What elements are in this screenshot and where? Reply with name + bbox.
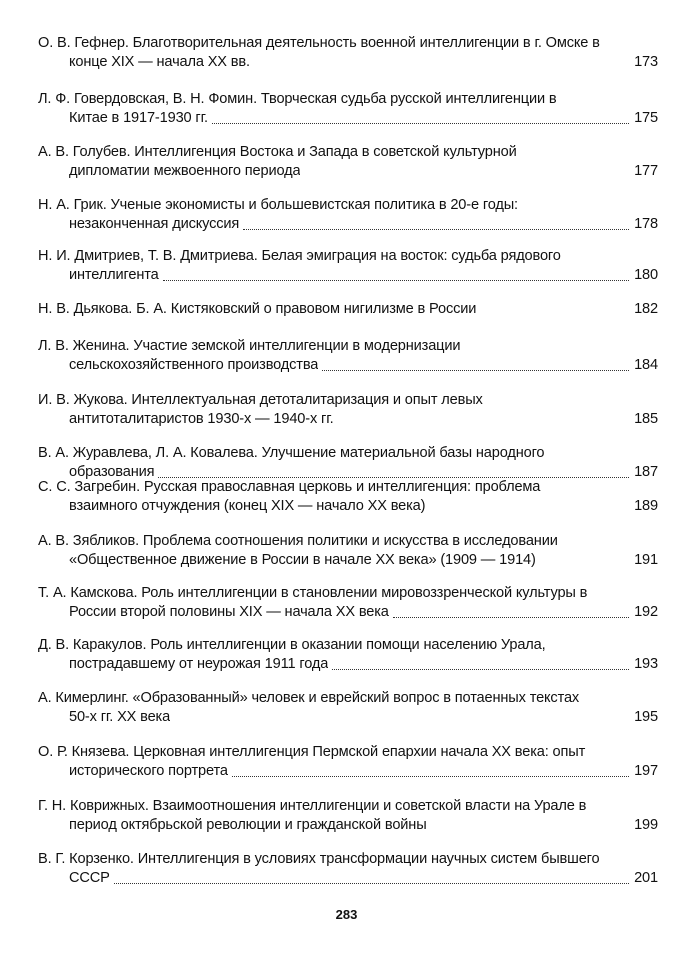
toc-entry-line2 <box>69 762 658 781</box>
toc-entry-page: 180 <box>631 266 658 285</box>
toc-entry-page: 185 <box>631 410 658 429</box>
toc-entry-title: Т. А. Камскова. Роль интеллигенции в становлении мировоззренческой культуры в <box>38 585 588 601</box>
toc-entry-continuation: сельскохозяйственного производства <box>69 357 319 373</box>
dot-leader <box>332 669 629 670</box>
page-number: 283 <box>335 907 358 922</box>
toc-entry-page: 189 <box>631 497 658 516</box>
toc-entry-page: 192 <box>631 603 658 622</box>
toc-entry-page: 195 <box>631 708 658 727</box>
toc-entry-title: Л. Ф. Говердовская, В. Н. Фомин. Творческая судьба русской интеллигенции в <box>38 91 557 107</box>
toc-entry-page: 199 <box>631 816 658 835</box>
toc-entry-title: О. Р. Князева. Церковная интеллигенция Пермской епархии начала XX века: опыт <box>38 744 586 760</box>
toc-entry-page: 193 <box>631 655 658 674</box>
toc-entry-title: Г. Н. Коврижных. Взаимоотношения интеллигенции и советской власти на Урале в <box>38 798 587 814</box>
toc-entry-line2 <box>69 162 658 181</box>
dot-leader <box>212 123 629 124</box>
toc-entry <box>38 143 658 181</box>
toc-entry-line2 <box>69 551 658 570</box>
toc-entry-continuation: образования <box>69 464 155 480</box>
dot-leader <box>243 229 629 230</box>
toc-entry-line2 <box>69 266 658 285</box>
toc-entry <box>38 247 658 285</box>
toc-entry-continuation: 50-х гг. XX века <box>69 709 171 725</box>
toc-entry-page: 191 <box>631 551 658 570</box>
toc-entry-continuation: период октябрьской революции и гражданской войны <box>69 817 427 833</box>
toc-entry-title: Н. А. Грик. Ученые экономисты и большевистская политика в 20-е годы: <box>38 197 518 213</box>
toc-entry-line2 <box>69 53 658 72</box>
dot-leader <box>163 280 629 281</box>
toc-entry <box>38 300 658 319</box>
toc-entry <box>38 391 658 429</box>
toc-entry-page: 201 <box>631 869 658 888</box>
toc-entry <box>38 196 658 234</box>
toc-entry-continuation: Китае в 1917-1930 гг. <box>69 110 208 126</box>
toc-entry-title: В. А. Журавлева, Л. А. Ковалева. Улучшение материальной базы народного <box>38 445 545 461</box>
toc-entry-title: А. Кимерлинг. «Образованный» человек и еврейский вопрос в потаенных текстах <box>38 690 580 706</box>
toc-entry-page: 182 <box>631 300 658 319</box>
toc-entry <box>38 743 658 781</box>
toc-entry-title: Л. В. Женина. Участие земской интеллигенции в модернизации <box>38 338 461 354</box>
toc-entry-line2 <box>69 869 658 888</box>
toc-entry-continuation: незаконченная дискуссия <box>69 216 240 232</box>
dot-leader <box>232 776 629 777</box>
dot-leader <box>393 617 629 618</box>
toc-entry-title: А. В. Голубев. Интеллигенция Востока и Запада в советской культурной <box>38 144 517 160</box>
dot-leader <box>322 370 629 371</box>
toc-entry-title: А. В. Зябликов. Проблема соотношения политики и искусства в исследовании <box>38 533 558 549</box>
toc-entry <box>38 444 658 482</box>
toc-entry <box>38 584 658 622</box>
toc-entry <box>38 478 658 516</box>
toc-entry-line2 <box>69 215 658 234</box>
toc-entry-page: 173 <box>631 53 658 72</box>
toc-entry-line2 <box>69 655 658 674</box>
toc-entry-continuation: дипломатии межвоенного периода <box>69 163 301 179</box>
toc-entry-title: Н. В. Дьякова. Б. А. Кистяковский о правовом нигилизме в России <box>38 301 477 317</box>
toc-entry-page: 178 <box>631 215 658 234</box>
toc-entry-title: О. В. Гефнер. Благотворительная деятельность военной интеллигенции в г. Омске в <box>38 35 600 51</box>
toc-entry <box>38 797 658 835</box>
toc-entry-title: В. Г. Корзенко. Интеллигенция в условиях трансформации научных систем бывшего <box>38 851 600 867</box>
toc-entry-continuation: России второй половины XIX — начала XX века <box>69 604 389 620</box>
toc-entry <box>38 532 658 570</box>
toc-entry-title: Н. И. Дмитриев, Т. В. Дмитриева. Белая эмиграция на восток: судьба рядового <box>38 248 561 264</box>
toc-entry-continuation: антитоталитаристов 1930-х — 1940-х гг. <box>69 411 334 427</box>
toc-entry-line2 <box>69 497 658 516</box>
toc-entry-line2 <box>69 603 658 622</box>
toc-entry <box>38 636 658 674</box>
toc-entry-continuation: «Общественное движение в России в начале XX века» (1909 — 1914) <box>69 552 536 568</box>
toc-entry-continuation: взаимного отчуждения (конец XIX — начало XX века) <box>69 498 426 514</box>
toc-entry <box>38 90 658 128</box>
dot-leader <box>114 883 629 884</box>
toc-entry-line2 <box>69 356 658 375</box>
toc-entry-title: Д. В. Каракулов. Роль интеллигенции в оказании помощи населению Урала, <box>38 637 546 653</box>
toc-entry-line2 <box>69 816 658 835</box>
toc-entry-page: 197 <box>631 762 658 781</box>
toc-entry-continuation: СССР <box>69 870 110 886</box>
toc-entry-page: 175 <box>631 109 658 128</box>
toc-entry-continuation: интеллигента <box>69 267 159 283</box>
toc-entry-line2 <box>69 410 658 429</box>
toc-entry-continuation: пострадавшему от неурожая 1911 года <box>69 656 329 672</box>
toc-entry-title: И. В. Жукова. Интеллектуальная детоталитаризация и опыт левых <box>38 392 483 408</box>
toc-entry-page: 187 <box>631 463 658 482</box>
toc-entry-page: 184 <box>631 356 658 375</box>
toc-entry-title: С. С. Загребин. Русская православная церковь и интеллигенция: проблема <box>38 479 541 495</box>
toc-entry-line2 <box>69 708 658 727</box>
toc-entry-line2 <box>69 109 658 128</box>
toc-entry-page: 177 <box>631 162 658 181</box>
toc-entry <box>38 689 658 727</box>
toc-entry <box>38 34 658 72</box>
toc-entry <box>38 850 658 888</box>
toc-entry-continuation: конце XIX — начала XX вв. <box>69 54 250 70</box>
toc-entry <box>38 337 658 375</box>
toc-entry-continuation: исторического портрета <box>69 763 228 779</box>
